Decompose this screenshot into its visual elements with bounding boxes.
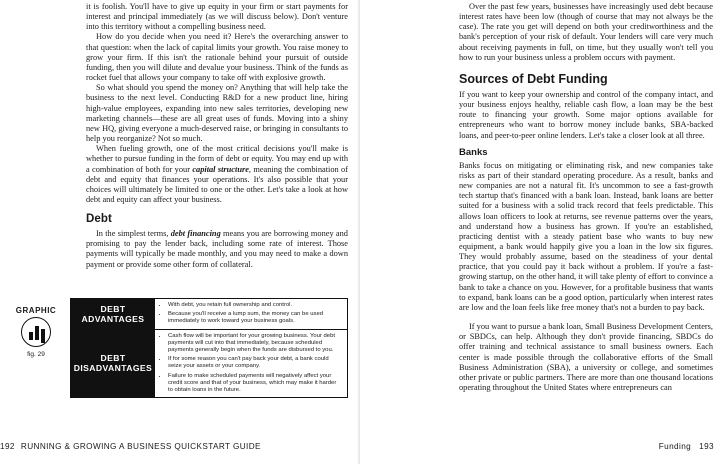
advantages-list (155, 299, 347, 329)
right-footer (659, 442, 714, 451)
list-item: • Cash flow will be important for your growing business. Your debt payments will cut into that immediately, because scheduled payments generally begin when the funds are disbursed to you. (168, 333, 341, 355)
paragraph: Over the past few years, businesses have increasingly used debt because interest rates have been low (though of course that may not always be the case). The rate you get will depend on both your creditworthiness and the bank's perception of your risk of default. Your lenders will care very much about receiving payments in full, on time, but they usually won't tell you how to run your business unless a problem occurs with payment. (459, 2, 713, 62)
advantages-row (71, 299, 347, 329)
paragraph: If you want to pursue a bank loan, Small Business Development Centers, or SBDCs, can help. Although they don't provide financing, SBDCs do offer training and technical assistance to small business owners. Each center is made possible through the collaborative efforts of the Small Business Administration (SBA), a university or college, and sometimes other private or public partners. There are more than one thousand locations operating throughout the United States where entrepreneurs can (459, 322, 714, 392)
paragraph: So what should you spend the money on? Anything that will help take the business to the next level. Conducting R&D for a new product line, hiring high-value employees, expanding into new sales territories, developing new marketing channels—these are all great uses of funds. Moving into a shiny new HQ, giving everyone a much-deserved raise, or bringing in consultants to help you reorganize? Not so much. (86, 83, 348, 144)
left-footer (0, 442, 261, 451)
right-text-column (459, 2, 713, 393)
list-item: • With debt, you retain full ownership and control. (168, 302, 341, 309)
running-title: RUNNING & GROWING A BUSINESS QUICKSTART GUIDE (20, 442, 261, 451)
page-number: 192 (0, 442, 15, 451)
paragraph: Banks focus on mitigating or eliminating risk, and new companies take risks as part of their standard operating procedure. As a result, banks and new companies are not a natural fit. It's uncommon to see a fast-growth tech startup that's financed with a bank loan. Instead, bank loans are better suited for a business with a solid track record that feels predictable. This allows loan officers to look at returns, see revenue patterns over the years, and understand how a business has grown. If you're an established, practicing dentist with a steady patient base who wants to buy new equipment, a bank would happily give you a loan in the low six figures. They would probably assume, based on the steadiness of your dental practice, that you could pay it back without a problem. If you're a fast-growing startup, on the other hand, it will take plenty of effort to convince a bank to take a chance on you. However, for a profitable business that wants to expand, bank loans can be a good option, particularly when interest rates are low and the loan feels like free money that's not a burden to pay back. (459, 160, 713, 312)
advantages-header: DEBT ADVANTAGES (71, 299, 155, 329)
disadvantages-row (71, 329, 347, 398)
left-text-column (86, 2, 348, 270)
paragraph: If you want to keep your ownership and control of the company intact, and your business enjoys healthy, reliable cash flow, a loan may be the best route to financing your growth. Some major options available for entrepreneurs who want to borrow money include banks, SBA-backed loans, and peer-to-peer online lenders. Let's take a closer look at all three. (459, 89, 713, 140)
list-item: • If for some reason you can't pay back your debt, a bank could seize your assets or your company. (168, 356, 341, 370)
paragraph: it is foolish. You'll have to give up equity in your firm or start payments for interest and principal immediately (as we will discuss below). Don't venture into this territory without a compelling business need. (86, 2, 348, 32)
text-run: In the simplest terms, (96, 229, 171, 239)
graphic-badge (12, 306, 60, 358)
debt-pros-cons-table (70, 298, 348, 398)
figure-number: fig. 29 (27, 351, 45, 358)
chart-icon (21, 317, 51, 347)
term-debt-financing: debt financing (170, 229, 221, 239)
section-heading-debt: Debt (86, 213, 112, 226)
term-capital-structure: capital structure (192, 164, 249, 174)
text-run: means you are borrowing money and promising to pay the lender back, including some rate of interest. Those payments will typically be made monthly, and you may need to make a down payment or provide some other form of collateral. (86, 229, 348, 269)
paragraph (86, 229, 348, 270)
disadvantages-header: DEBT DISADVANTAGES (71, 330, 155, 398)
text-run: , meaning the combination of debt and equity that finances your operations. It's also possible that your choices will ultimately be limited to one or the other. Let's take a look at how debt and equity can affect your business. (86, 164, 348, 204)
subheading-banks: Banks (459, 146, 488, 158)
disadvantages-list (155, 330, 347, 398)
running-title: Funding (658, 442, 692, 451)
paragraph (86, 144, 348, 205)
paragraph: How do you decide when you need it? Here's the overarching answer to that question: when the lack of capital limits your growth. You raise money to grow your firm. If this isn't the rationale behind your pursuit of outside funding, then you will dilute and devalue your business. Think of the funds as rocket fuel that allows your company to take off with explosive growth. (86, 32, 348, 83)
section-heading-sources: Sources of Debt Funding (459, 71, 608, 86)
graphic-label: GRAPHIC (15, 306, 57, 315)
list-item: • Failure to make scheduled payments will negatively affect your credit score and that of your business, which may make it harder to obtain loans in the future. (168, 373, 341, 395)
list-item: • Because you'll receive a lump sum, the money can be used immediately to work toward your business goals. (168, 311, 341, 325)
text-run: When fueling growth, one of the most critical decisions you'll make is whether to pursue funding in the form of debt or equity. You may end up with a combination of both for your (86, 144, 348, 174)
graphic-fig-29 (15, 298, 348, 398)
page-number: 193 (699, 442, 714, 451)
